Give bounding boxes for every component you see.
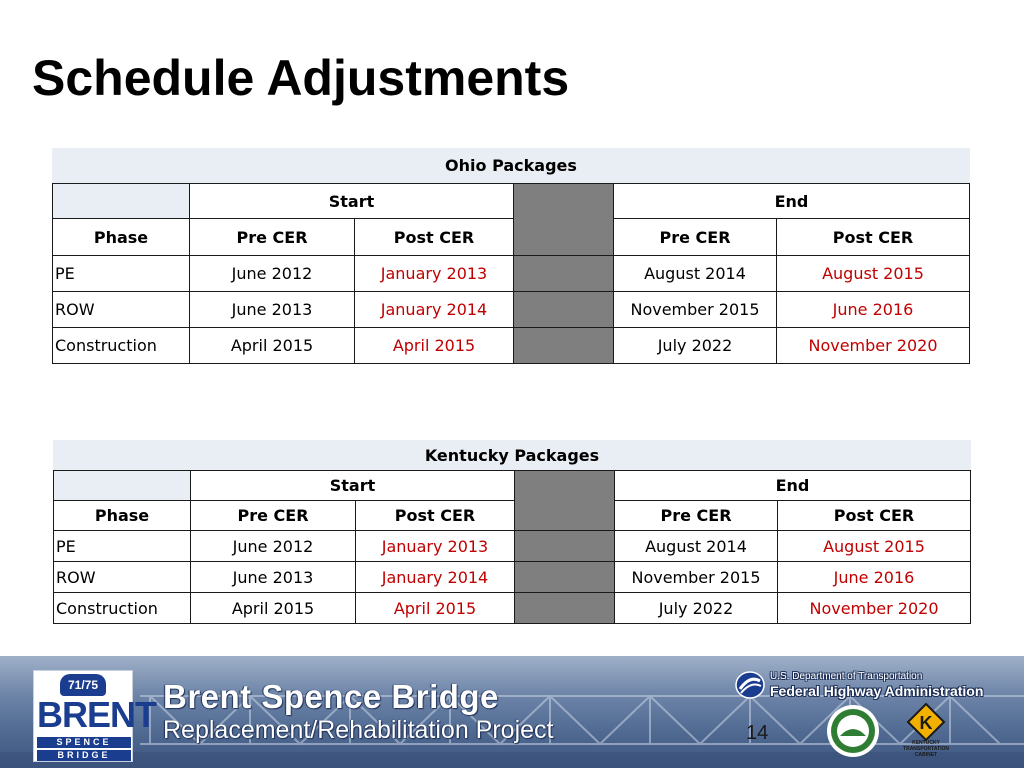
start-pre-cer-cell: April 2015 — [191, 593, 356, 624]
phase-cell: PE — [52, 256, 190, 292]
ky-logo-text: KENTUCKY TRANSPORTATION CABINET — [903, 740, 949, 758]
start-pre-cer-cell: June 2012 — [191, 531, 356, 562]
start-pre-cer-cell: June 2013 — [191, 562, 356, 593]
logo-word-brent: BRENT — [37, 694, 156, 735]
page-number: 14 — [746, 722, 769, 744]
phase-cell: ROW — [52, 292, 190, 328]
ohio-packages-table — [52, 148, 970, 366]
end-post-cer-header: Post CER — [777, 219, 970, 256]
gap-column — [514, 292, 614, 328]
phase-cell: PE — [53, 531, 191, 562]
end-pre-cer-header: Pre CER — [614, 219, 777, 256]
gap-column — [514, 256, 614, 292]
end-group-header: End — [614, 183, 970, 219]
phase-cell: Construction — [53, 593, 191, 624]
footer-banner — [0, 656, 1024, 768]
gap-column — [515, 593, 615, 624]
start-pre-cer-header: Pre CER — [191, 501, 356, 531]
interstate-shield: 71/75 — [60, 674, 106, 696]
start-post-cer-cell: January 2014 — [355, 292, 514, 328]
end-group-header: End — [615, 470, 971, 501]
start-post-cer-cell: April 2015 — [355, 328, 514, 364]
end-pre-cer-cell: November 2015 — [614, 292, 777, 328]
start-group-header: Start — [191, 470, 515, 501]
logo-word-spence: SPENCE — [37, 737, 131, 748]
kentucky-transportation-icon — [896, 702, 956, 758]
end-post-cer-cell: June 2016 — [778, 562, 971, 593]
gap-column — [515, 470, 615, 531]
project-title: Brent Spence Bridge — [163, 678, 499, 715]
gap-column — [514, 328, 614, 364]
start-pre-cer-cell: April 2015 — [190, 328, 355, 364]
start-post-cer-header: Post CER — [356, 501, 515, 531]
start-group-header: Start — [190, 183, 514, 219]
ky-letter: K — [919, 713, 933, 733]
start-pre-cer-header: Pre CER — [190, 219, 355, 256]
phase-header-shade — [53, 470, 191, 501]
kentucky-packages-table — [53, 440, 971, 624]
table-caption: Ohio Packages — [52, 148, 970, 183]
gap-column — [515, 562, 615, 593]
end-pre-cer-cell: November 2015 — [615, 562, 778, 593]
brent-spence-bridge-logo — [33, 670, 156, 762]
gap-column — [514, 183, 614, 256]
fhwa-department-text: U.S. Department of Transportation — [770, 671, 923, 682]
end-post-cer-header: Post CER — [778, 501, 971, 531]
start-post-cer-cell: January 2014 — [356, 562, 515, 593]
ky-diamond-icon — [896, 702, 956, 742]
slide-title: Schedule Adjustments — [32, 50, 570, 106]
logo-word-bridge: BRIDGE — [37, 750, 131, 761]
fhwa-agency-text: Federal Highway Administration — [770, 683, 984, 699]
phase-cell: ROW — [53, 562, 191, 593]
end-pre-cer-header: Pre CER — [615, 501, 778, 531]
end-pre-cer-cell: August 2014 — [614, 256, 777, 292]
phase-column-header: Phase — [52, 219, 190, 256]
end-post-cer-cell: August 2015 — [777, 256, 970, 292]
start-pre-cer-cell: June 2012 — [190, 256, 355, 292]
end-post-cer-cell: June 2016 — [777, 292, 970, 328]
start-post-cer-header: Post CER — [355, 219, 514, 256]
table-caption: Kentucky Packages — [53, 440, 971, 470]
end-pre-cer-cell: August 2014 — [615, 531, 778, 562]
phase-column-header: Phase — [53, 501, 191, 531]
start-post-cer-cell: April 2015 — [356, 593, 515, 624]
fhwa-icon — [735, 671, 765, 699]
gap-column — [515, 531, 615, 562]
start-post-cer-cell: January 2013 — [356, 531, 515, 562]
end-pre-cer-cell: July 2022 — [614, 328, 777, 364]
ohio-seal-icon — [826, 704, 880, 758]
end-post-cer-cell: November 2020 — [777, 328, 970, 364]
phase-cell: Construction — [52, 328, 190, 364]
start-pre-cer-cell: June 2013 — [190, 292, 355, 328]
end-post-cer-cell: November 2020 — [778, 593, 971, 624]
end-pre-cer-cell: July 2022 — [615, 593, 778, 624]
phase-header-shade — [52, 183, 190, 219]
project-subtitle: Replacement/Rehabilitation Project — [163, 716, 554, 744]
start-post-cer-cell: January 2013 — [355, 256, 514, 292]
end-post-cer-cell: August 2015 — [778, 531, 971, 562]
